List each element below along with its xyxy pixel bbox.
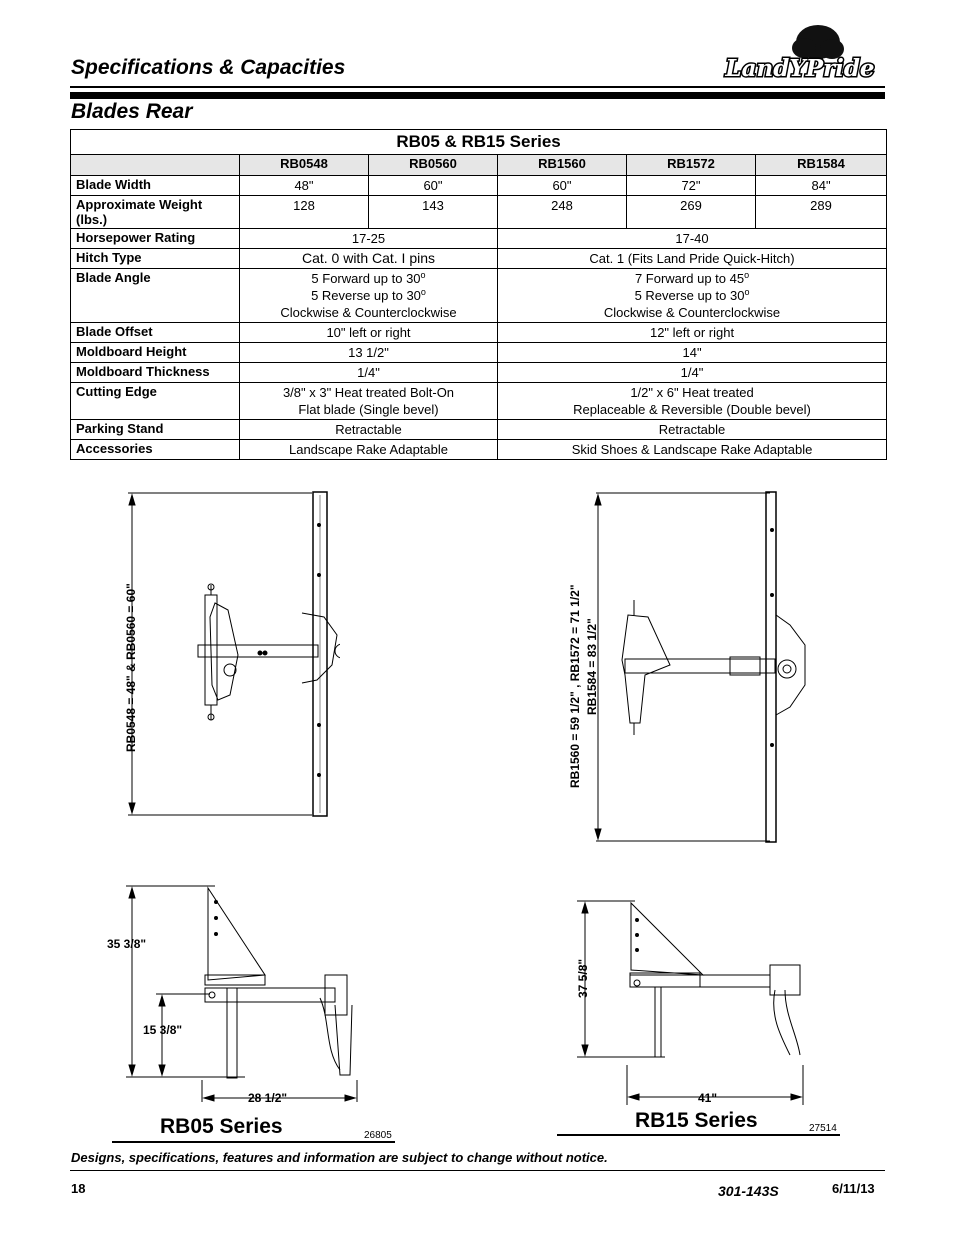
rb05-figure-number: 26805 [364, 1130, 392, 1141]
degree-mark: o [744, 270, 750, 280]
table-row-blade-angle [71, 269, 887, 323]
rb05-height-dimension: 35 3/8" [107, 937, 147, 951]
degree-mark: o [744, 287, 750, 297]
cell-value: Retractable [240, 420, 498, 440]
cell-value: 17-40 [498, 229, 887, 249]
cell-value: 143 [369, 196, 498, 229]
cell-value: 289 [756, 196, 887, 229]
cell-value: 269 [627, 196, 756, 229]
table-row-blade-offset [71, 323, 887, 343]
row-label: Moldboard Thickness [71, 363, 240, 383]
angle-line: 5 Reverse up to 30 [634, 288, 745, 303]
cell-value: 72" [627, 176, 756, 196]
rb05-top-view-drawing [120, 485, 340, 820]
page-header-title: Specifications & Capacities [71, 56, 346, 79]
column-header: RB1560 [498, 155, 627, 176]
header-rule-thin [70, 86, 885, 88]
edge-line: 1/2" x 6" Heat treated [630, 385, 754, 400]
column-header: RB1572 [627, 155, 756, 176]
rb15-width-dimension-2: RB1584 = 83 1/2" [585, 618, 599, 715]
row-label: Blade Offset [71, 323, 240, 343]
cell-value [498, 383, 887, 420]
header-blank [71, 155, 240, 176]
edge-line: Replaceable & Reversible (Double bevel) [573, 402, 811, 417]
angle-line: 5 Forward up to 30 [311, 271, 421, 286]
specifications-table [70, 129, 887, 460]
table-row-moldboard-height [71, 343, 887, 363]
angle-line: 7 Forward up to 45 [634, 271, 745, 286]
footer-disclaimer: Designs, specifications, features and information are subject to change without notice. [71, 1150, 608, 1165]
cell-value: 48" [240, 176, 369, 196]
row-label: Hitch Type [71, 249, 240, 269]
footer-rule [70, 1170, 885, 1171]
cell-value: 13 1/2" [240, 343, 498, 363]
cell-value: Skid Shoes & Landscape Rake Adaptable [498, 440, 887, 460]
angle-line: 5 Reverse up to 30 [311, 288, 421, 303]
table-row-parking-stand [71, 420, 887, 440]
cell-value: 60" [498, 176, 627, 196]
rb05-side-view-drawing [120, 880, 370, 1110]
cell-value: 84" [756, 176, 887, 196]
table-header-row [71, 155, 887, 176]
rb05-width-dimension: RB0548 = 48" & RB0560 = 60" [124, 583, 138, 752]
cell-value: 14" [498, 343, 887, 363]
rb05-mid-dimension: 15 3/8" [143, 1023, 183, 1037]
cell-value: 248 [498, 196, 627, 229]
cell-value: 1/4" [498, 363, 887, 383]
cell-value: 1/4" [240, 363, 498, 383]
section-title: Blades Rear [71, 100, 193, 123]
land-pride-logo [714, 22, 886, 92]
angle-line: Clockwise & Counterclockwise [603, 305, 781, 320]
degree-mark: o [420, 287, 426, 297]
cell-value: Cat. 1 (Fits Land Pride Quick-Hitch) [498, 249, 887, 269]
document-number: 301-143S [718, 1183, 779, 1199]
header-rule-thick [70, 92, 885, 99]
svg-text:LandYPride: LandYPride [725, 55, 875, 82]
cell-value [498, 269, 887, 323]
cell-value: Cat. 0 with Cat. I pins [240, 249, 498, 269]
rb15-side-view-drawing [575, 895, 815, 1110]
cell-value: Retractable [498, 420, 887, 440]
edge-line: 3/8" x 3" Heat treated Bolt-On [282, 385, 455, 400]
table-row-moldboard-thickness [71, 363, 887, 383]
cell-value [240, 269, 498, 323]
rb15-height-dimension: 37 5/8" [576, 958, 590, 998]
rb15-depth-dimension: 41" [698, 1091, 718, 1105]
table-row-hitch [71, 249, 887, 269]
page-number: 18 [71, 1181, 86, 1196]
table-row-horsepower [71, 229, 887, 249]
rb15-caption-rule [557, 1134, 840, 1136]
cell-value: 128 [240, 196, 369, 229]
angle-line: Clockwise & Counterclockwise [280, 305, 457, 320]
table-row-blade-width [71, 176, 887, 196]
rb05-series-caption: RB05 Series [160, 1115, 283, 1138]
table-row-weight [71, 196, 887, 229]
rb05-depth-dimension: 28 1/2" [248, 1091, 288, 1105]
row-label: Blade Width [71, 176, 240, 196]
rb15-series-caption: RB15 Series [635, 1109, 758, 1132]
table-row-accessories [71, 440, 887, 460]
row-label: Moldboard Height [71, 343, 240, 363]
row-label: Blade Angle [71, 269, 240, 323]
column-header: RB1584 [756, 155, 887, 176]
column-header: RB0548 [240, 155, 369, 176]
cell-value: 60" [369, 176, 498, 196]
cell-value: Landscape Rake Adaptable [240, 440, 498, 460]
edge-line: Flat blade (Single bevel) [298, 402, 439, 417]
row-label: Accessories [71, 440, 240, 460]
rb05-caption-rule [112, 1141, 395, 1143]
row-label: Horsepower Rating [71, 229, 240, 249]
table-row-cutting-edge [71, 383, 887, 420]
column-header: RB0560 [369, 155, 498, 176]
cell-value: 17-25 [240, 229, 498, 249]
rb15-figure-number: 27514 [809, 1123, 837, 1134]
row-label: Approximate Weight (lbs.) [71, 196, 240, 229]
series-title: RB05 & RB15 Series [71, 130, 887, 155]
cell-value: 10" left or right [240, 323, 498, 343]
cell-value [240, 383, 498, 420]
rb15-top-view-drawing [590, 485, 810, 845]
row-label: Cutting Edge [71, 383, 240, 420]
document-date: 6/11/13 [832, 1181, 875, 1196]
row-label: Parking Stand [71, 420, 240, 440]
rb15-width-dimension-1: RB1560 = 59 1/2" , RB1572 = 71 1/2" [568, 584, 582, 788]
degree-mark: o [420, 270, 426, 280]
cell-value: 12" left or right [498, 323, 887, 343]
